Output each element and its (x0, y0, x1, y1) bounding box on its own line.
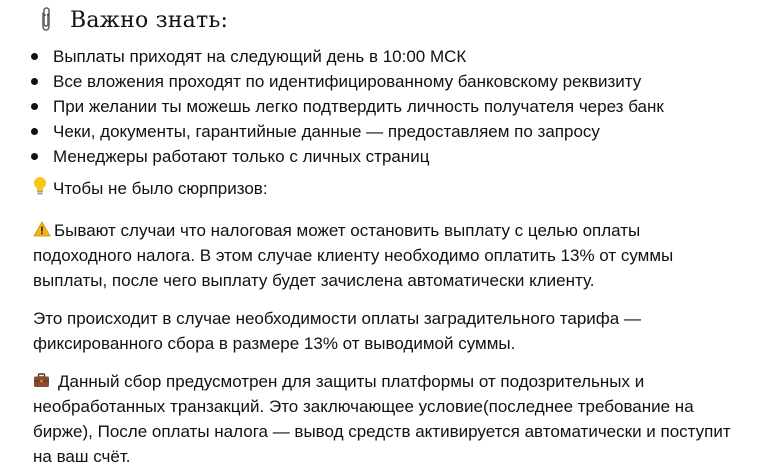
warning-line-1: Бывают случаи что налоговая может остановить выплату с целью оплаты (54, 221, 641, 240)
list-item-text: При желании ты можешь легко подтвердить личность получателя через банк (53, 97, 664, 116)
list-item (30, 44, 750, 69)
section-title: Важно знать: (70, 7, 229, 33)
list-item-text: Чеки, документы, гарантийные данные — предоставляем по запросу (53, 122, 600, 141)
list-item-text: Менеджеры работают только с личных страниц (53, 147, 430, 166)
list-item-text: Все вложения проходят по идентифицированному банковскому реквизиту (53, 72, 642, 91)
protection-line-3: бирже), После оплаты налога — вывод средств активируется автоматически и поступит (33, 422, 731, 441)
tariff-line-1: Это происходит в случае необходимости оплаты заградительного тарифа — (33, 309, 641, 328)
paperclip-icon (36, 6, 56, 34)
warning-icon (33, 219, 51, 244)
briefcase-icon (33, 370, 50, 395)
bullet-dot (31, 53, 38, 60)
list-item (30, 119, 750, 144)
warning-line-2: подоходного налога. В этом случае клиенту необходимо оплатить 13% от суммы (33, 246, 674, 265)
list-item (30, 144, 750, 169)
warning-line-3: выплаты, после чего выплату будет зачислена автоматически клиенту. (33, 271, 595, 290)
bullet-dot (31, 153, 38, 160)
warning-paragraph (33, 218, 753, 293)
list-item-text: Выплаты приходят на следующий день в 10:00 МСК (53, 47, 467, 66)
list-item (30, 69, 750, 94)
protection-paragraph (33, 369, 753, 469)
protection-line-1: Данный сбор предусмотрен для защиты платформы от подозрительных и (58, 372, 645, 391)
bullet-dot (31, 103, 38, 110)
lightbulb-icon (33, 176, 47, 203)
tariff-paragraph (33, 306, 753, 356)
section-heading (36, 4, 228, 36)
protection-line-2: необработанных транзакций. Это заключающее условие(последнее требование на (33, 397, 694, 416)
tariff-line-2: фиксированного сбора в размере 13% от выводимой суммы. (33, 334, 516, 353)
bullet-list (30, 44, 750, 169)
surprises-line (33, 176, 753, 201)
protection-line-4: на ваш счёт. (33, 447, 131, 466)
surprises-text: Чтобы не было сюрпризов: (53, 179, 268, 198)
bullet-dot (31, 78, 38, 85)
bullet-dot (31, 128, 38, 135)
list-item (30, 94, 750, 119)
